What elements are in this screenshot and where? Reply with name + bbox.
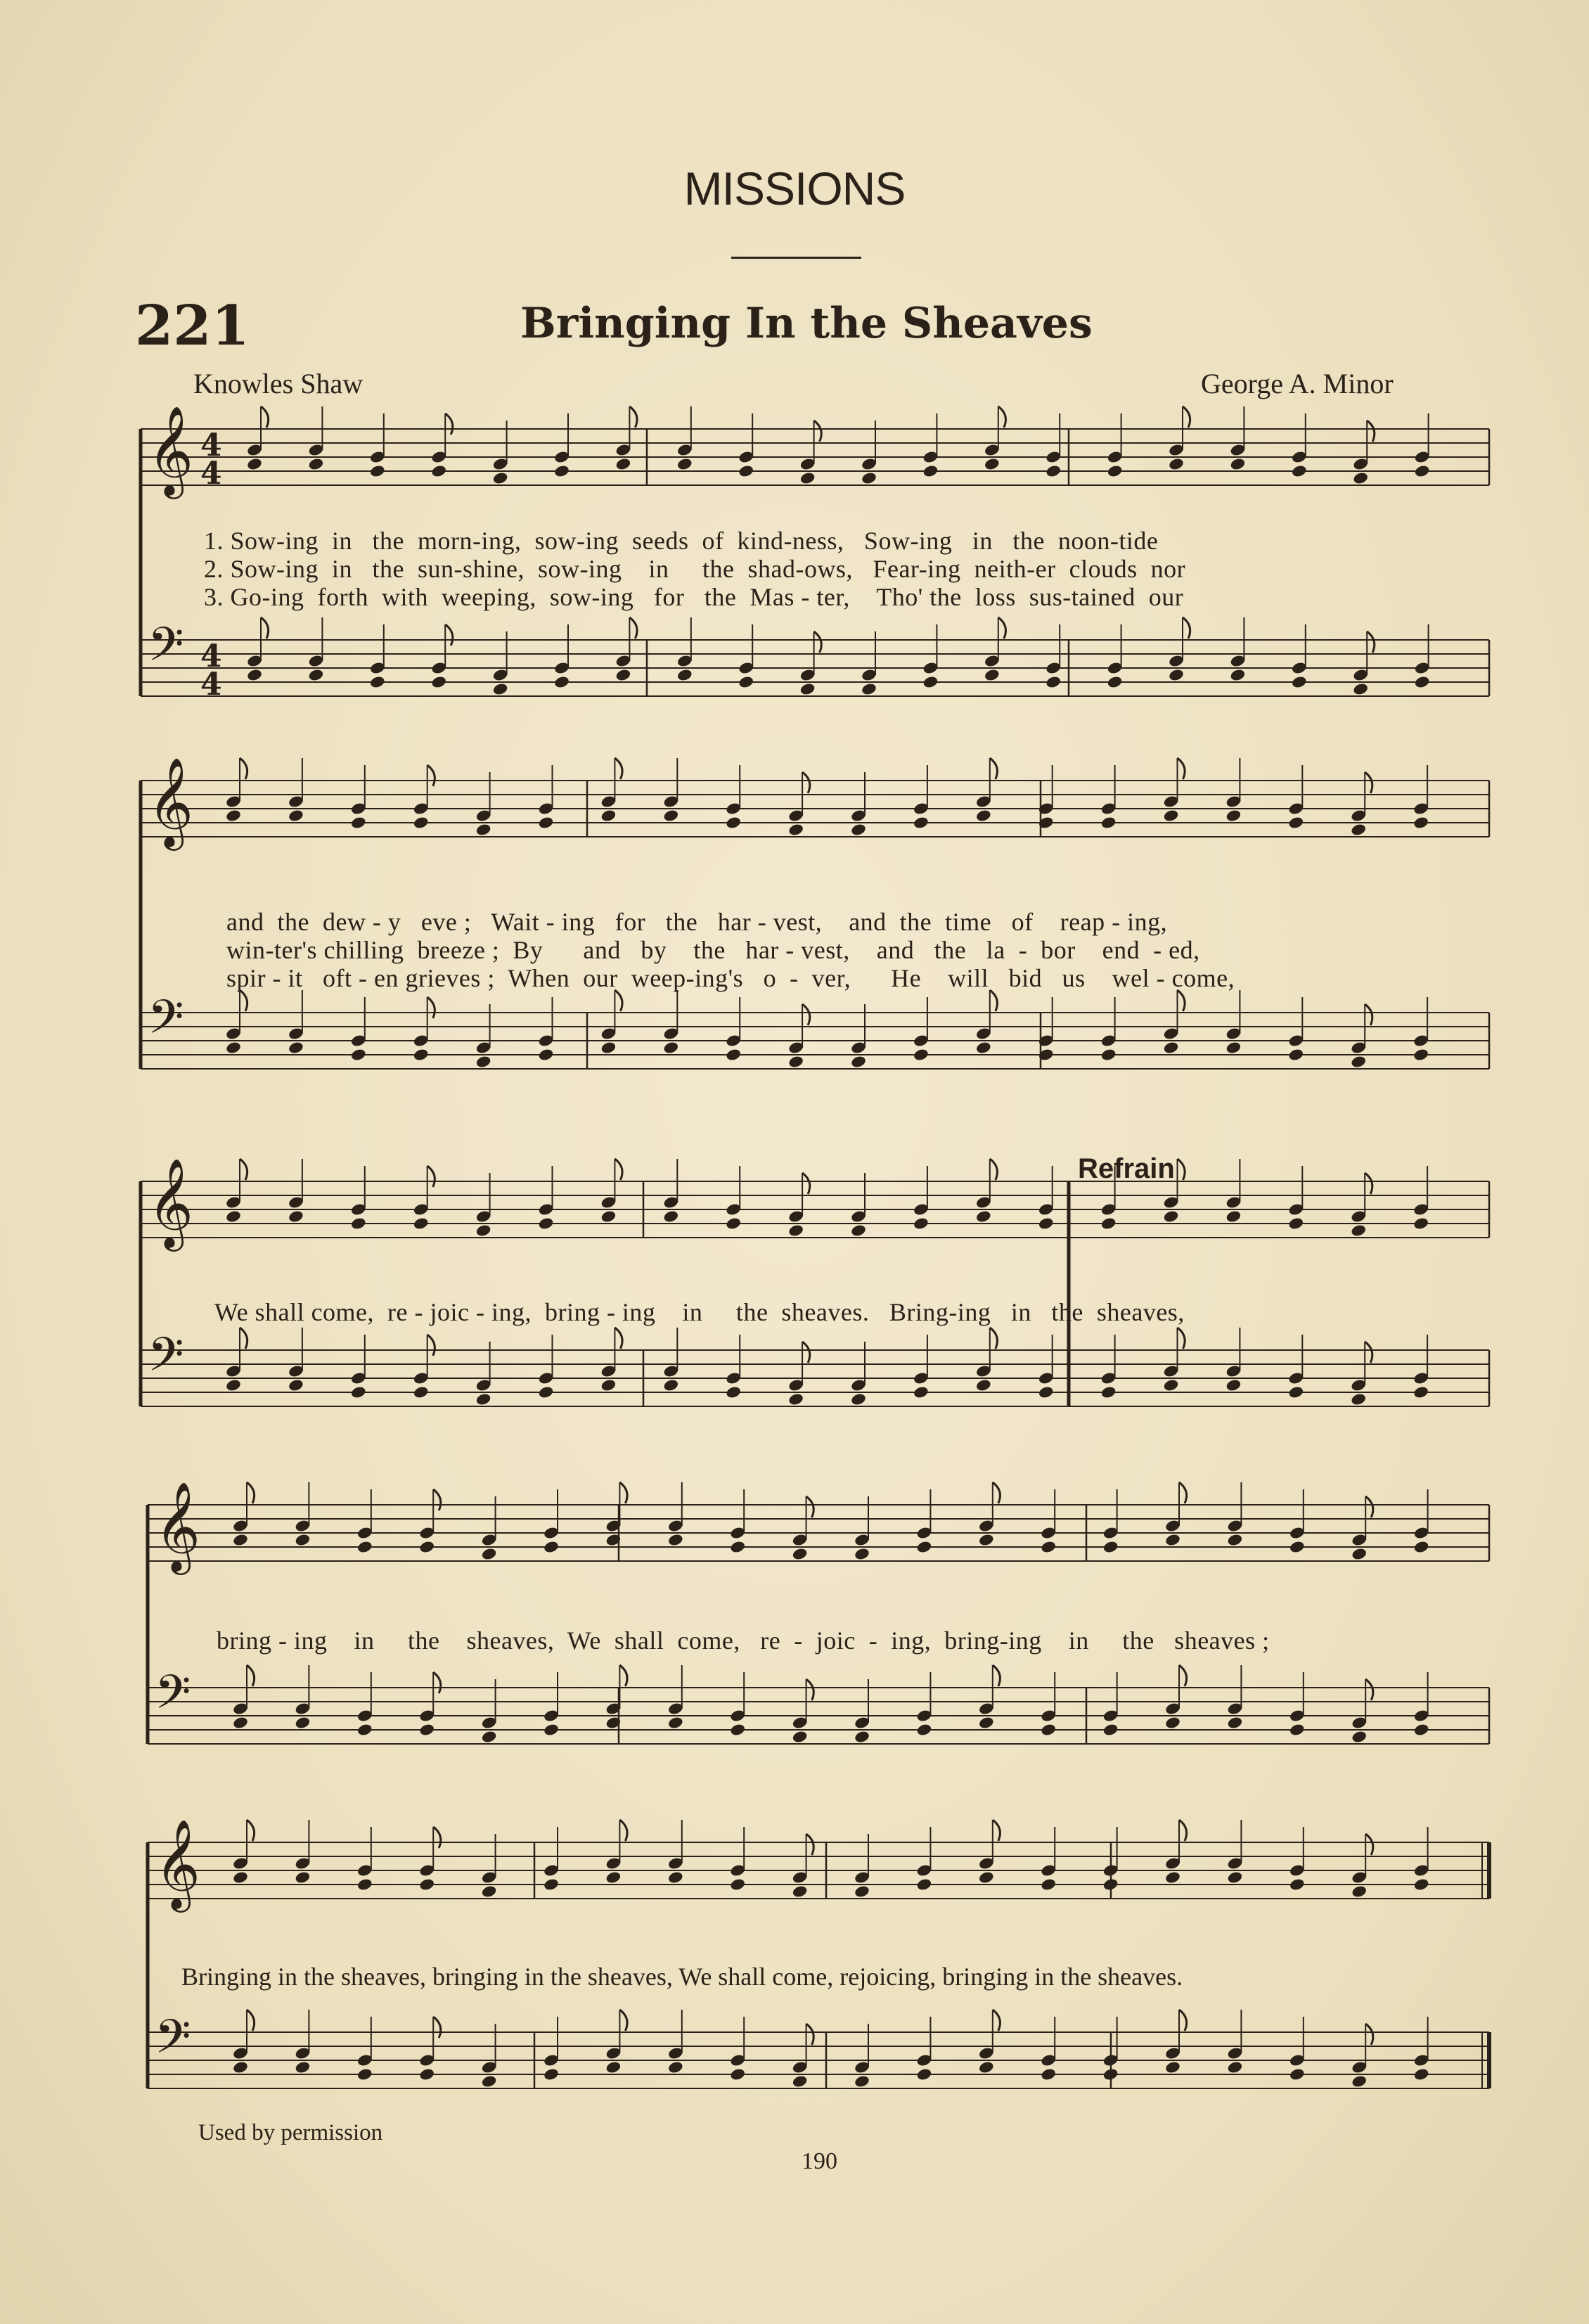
notehead: [481, 1730, 498, 1744]
notehead: [787, 1055, 804, 1069]
notehead: [1164, 2060, 1181, 2074]
notehead: [553, 675, 570, 689]
notehead: [225, 1378, 242, 1392]
note-flag: [1367, 631, 1375, 653]
notehead: [308, 668, 325, 682]
time-signature: 4: [200, 428, 222, 463]
notehead: [1291, 675, 1308, 689]
bass-clef: 𝄢: [148, 990, 184, 1055]
refrain-label: Refrain: [1078, 1153, 1175, 1184]
notehead: [600, 809, 617, 823]
notehead: [1045, 464, 1062, 478]
notehead: [225, 809, 242, 823]
notehead: [295, 1870, 311, 1885]
note-flag: [1365, 2024, 1373, 2045]
notehead: [232, 1870, 249, 1885]
notehead: [729, 1723, 746, 1737]
notehead: [1350, 1055, 1367, 1069]
treble-clef: 𝄞: [155, 1481, 201, 1571]
notehead: [729, 1540, 746, 1554]
notehead: [792, 2074, 809, 2088]
notehead: [787, 823, 804, 837]
note-flag: [1365, 1342, 1372, 1363]
note-flag: [802, 772, 810, 793]
notehead: [615, 457, 632, 471]
notehead: [854, 1730, 870, 1744]
note-flag: [814, 420, 822, 442]
note-flag: [615, 758, 622, 779]
time-signature: 4: [200, 638, 222, 674]
notehead: [356, 2067, 373, 2081]
note-flag: [445, 624, 453, 646]
notehead: [430, 464, 447, 478]
note-flag: [806, 1679, 814, 1700]
notehead: [1352, 471, 1369, 485]
notehead: [1413, 1385, 1429, 1399]
note-flag: [1367, 420, 1375, 442]
note-flag: [993, 2010, 1001, 2031]
notehead: [1230, 457, 1247, 471]
note-flag: [619, 1482, 627, 1503]
notehead: [492, 471, 509, 485]
note-flag: [433, 1672, 441, 1693]
notehead: [1045, 675, 1062, 689]
notehead: [350, 1048, 367, 1062]
bass-clef: 𝄢: [148, 1328, 184, 1393]
note-flag: [1179, 1820, 1187, 1841]
notehead: [1227, 2060, 1244, 2074]
notehead: [350, 816, 367, 830]
bass-clef: 𝄢: [148, 617, 184, 683]
notehead: [350, 1385, 367, 1399]
note-flag: [261, 617, 269, 638]
notehead: [1350, 1224, 1367, 1238]
treble-clef: 𝄞: [155, 1818, 201, 1908]
notehead: [1040, 1540, 1057, 1554]
notehead: [369, 675, 386, 689]
note-flag: [433, 1827, 441, 1848]
notehead: [1102, 1723, 1119, 1737]
notehead: [725, 1048, 742, 1062]
note-flag: [802, 1173, 810, 1194]
notehead: [418, 2067, 435, 2081]
notehead: [288, 1041, 304, 1055]
notehead: [1100, 1048, 1117, 1062]
notehead: [356, 1723, 373, 1737]
note-flag: [427, 765, 435, 786]
notehead: [984, 668, 1001, 682]
notehead: [916, 1723, 933, 1737]
note-flag: [998, 617, 1006, 638]
lyric-line: 1. Sow-ing in the morn-ing, sow-ing seeds of kind-ness, Sow-ing in the noon-tide: [204, 527, 1159, 555]
notehead: [913, 816, 929, 830]
notehead: [1413, 1723, 1430, 1737]
notehead: [1164, 1870, 1181, 1885]
note-flag: [427, 997, 435, 1018]
notehead: [1413, 1216, 1429, 1231]
time-signature: 4: [200, 667, 222, 702]
notehead: [667, 2060, 684, 2074]
note-flag: [629, 617, 637, 638]
note-flag: [802, 1342, 810, 1363]
notehead: [676, 668, 693, 682]
notehead: [1352, 682, 1369, 696]
notehead: [1107, 464, 1124, 478]
notehead: [729, 1877, 746, 1892]
notehead: [725, 816, 742, 830]
notehead: [1289, 1540, 1306, 1554]
notehead: [1163, 1209, 1180, 1224]
lyric-line: 3. Go-ing forth with weeping, sow-ing for the Mas - ter, Tho' the loss sus-tained our: [204, 583, 1184, 611]
time-signature: 4: [200, 456, 222, 492]
notehead: [232, 2060, 249, 2074]
notehead: [1289, 1877, 1306, 1892]
notehead: [413, 1048, 430, 1062]
notehead: [1038, 1385, 1055, 1399]
notehead: [792, 1547, 809, 1561]
notehead: [1040, 2067, 1057, 2081]
note-flag: [806, 2024, 814, 2045]
notehead: [854, 1547, 870, 1561]
notehead: [850, 1224, 867, 1238]
note-flag: [806, 1834, 814, 1855]
notehead: [787, 1392, 804, 1406]
notehead: [916, 1540, 933, 1554]
notehead: [1413, 1877, 1430, 1892]
note-flag: [240, 1159, 247, 1180]
lyric-line: We shall come, re - joic - ing, bring - ing in the sheaves. Bring-ing in the sheaves,: [214, 1298, 1185, 1326]
note-flag: [433, 1489, 441, 1510]
notehead: [538, 1048, 555, 1062]
note-flag: [990, 990, 998, 1011]
notehead: [1102, 1540, 1119, 1554]
notehead: [1164, 1716, 1181, 1730]
notehead: [605, 1870, 622, 1885]
notehead: [1351, 1885, 1368, 1899]
note-flag: [433, 2017, 441, 2038]
note-flag: [1365, 1004, 1372, 1025]
lyric-line: and the dew - y eve ; Wait - ing for the har - vest, and the time of reap - ing,: [226, 908, 1168, 936]
lyric-line: spir - it oft - en grieves ; When our weep-ing's o - ver, He will bid us wel - come,: [226, 964, 1235, 992]
notehead: [1163, 809, 1180, 823]
lyric-line: win-ter's chilling breeze ; By and by the har - vest, and the la - bor end - ed,: [226, 936, 1200, 964]
notehead: [1163, 1378, 1180, 1392]
notehead: [1291, 464, 1308, 478]
notehead: [413, 816, 430, 830]
lyric-line: 2. Sow-ing in the sun-shine, sow-ing in the shad-ows, Fear-ing neith-er clouds nor: [204, 555, 1186, 583]
notehead: [984, 457, 1001, 471]
notehead: [1288, 1385, 1305, 1399]
notehead: [369, 464, 386, 478]
note-flag: [1365, 1173, 1372, 1194]
notehead: [1288, 1048, 1305, 1062]
note-flag: [814, 631, 822, 653]
lyric-line: Bringing in the sheaves, bringing in the sheaves, We shall come, rejoicing, bringing in the sheaves.: [181, 1963, 1183, 1991]
notehead: [553, 464, 570, 478]
notehead: [799, 471, 816, 485]
notehead: [676, 457, 693, 471]
notehead: [1230, 668, 1247, 682]
notehead: [481, 1885, 498, 1899]
note-flag: [247, 1665, 255, 1686]
notehead: [1225, 1209, 1242, 1224]
notehead: [1289, 1723, 1306, 1737]
notehead: [413, 1216, 430, 1231]
notehead: [667, 1870, 684, 1885]
notehead: [850, 823, 867, 837]
notehead: [295, 1533, 311, 1547]
notehead: [1414, 675, 1431, 689]
notehead: [492, 682, 509, 696]
notehead: [538, 816, 555, 830]
note-flag: [247, 2010, 255, 2031]
notehead: [738, 464, 754, 478]
notehead: [738, 675, 754, 689]
notehead: [916, 2067, 933, 2081]
notehead: [475, 1055, 492, 1069]
note-flag: [615, 990, 622, 1011]
note-flag: [1179, 2010, 1187, 2031]
notehead: [975, 1378, 992, 1392]
note-flag: [1178, 758, 1185, 779]
notehead: [1413, 816, 1429, 830]
notehead: [475, 1224, 492, 1238]
notehead: [1227, 1716, 1244, 1730]
notehead: [1168, 457, 1185, 471]
notehead: [850, 1055, 867, 1069]
notehead: [1225, 809, 1242, 823]
note-flag: [1178, 1328, 1185, 1349]
notehead: [543, 1540, 560, 1554]
note-flag: [445, 413, 453, 435]
notehead: [1100, 816, 1117, 830]
note-flag: [998, 406, 1006, 428]
notehead: [475, 823, 492, 837]
notehead: [600, 1209, 617, 1224]
notehead: [1040, 1723, 1057, 1737]
notehead: [1040, 1877, 1057, 1892]
note-flag: [1365, 772, 1372, 793]
notehead: [356, 1540, 373, 1554]
note-flag: [1179, 1665, 1187, 1686]
note-flag: [1365, 1496, 1373, 1517]
note-flag: [619, 2010, 627, 2031]
note-flag: [629, 406, 637, 428]
notehead: [922, 675, 939, 689]
notehead: [1413, 2067, 1430, 2081]
notehead: [975, 809, 992, 823]
notehead: [1351, 1730, 1368, 1744]
notehead: [913, 1385, 929, 1399]
note-flag: [990, 1328, 998, 1349]
permission-note: Used by permission: [198, 2120, 383, 2145]
notehead: [288, 1209, 304, 1224]
hymn-author: Knowles Shaw: [193, 368, 364, 399]
notehead: [418, 1723, 435, 1737]
bass-clef: 𝄢: [155, 2010, 191, 2075]
notehead: [225, 1209, 242, 1224]
note-flag: [806, 1496, 814, 1517]
note-flag: [993, 1482, 1001, 1503]
treble-clef: 𝄞: [148, 757, 194, 847]
notehead: [861, 471, 877, 485]
notehead: [1351, 2074, 1368, 2088]
note-flag: [261, 406, 269, 428]
notehead: [350, 1216, 367, 1231]
notehead: [1351, 1547, 1368, 1561]
notehead: [538, 1216, 555, 1231]
notehead: [1227, 1533, 1244, 1547]
notehead: [1164, 1533, 1181, 1547]
hymn-composer: George A. Minor: [1201, 368, 1394, 399]
notehead: [1163, 1041, 1180, 1055]
hymn-title: Bringing In the Sheaves: [520, 299, 1093, 348]
notehead: [1289, 2067, 1306, 2081]
notehead: [854, 1885, 870, 1899]
notehead: [246, 457, 263, 471]
notehead: [861, 682, 877, 696]
notehead: [600, 1041, 617, 1055]
notehead: [481, 1547, 498, 1561]
notehead: [308, 457, 325, 471]
notehead: [978, 1870, 995, 1885]
notehead: [1413, 1048, 1429, 1062]
note-flag: [1365, 1834, 1373, 1855]
notehead: [1225, 1378, 1242, 1392]
notehead: [225, 1041, 242, 1055]
note-flag: [1179, 1482, 1187, 1503]
notehead: [295, 1716, 311, 1730]
notehead: [1038, 1216, 1055, 1231]
note-flag: [240, 758, 247, 779]
notehead: [725, 1385, 742, 1399]
notehead: [1350, 823, 1367, 837]
notehead: [543, 2067, 560, 2081]
notehead: [475, 1392, 492, 1406]
notehead: [787, 1224, 804, 1238]
note-flag: [247, 1820, 255, 1841]
notehead: [232, 1533, 249, 1547]
notehead: [799, 682, 816, 696]
notehead: [288, 809, 304, 823]
page-number: 190: [802, 2148, 837, 2174]
hymn-number: 221: [135, 294, 250, 358]
note-flag: [1365, 1679, 1373, 1700]
note-flag: [802, 1004, 810, 1025]
notehead: [663, 1041, 680, 1055]
notehead: [663, 1378, 680, 1392]
notehead: [600, 1378, 617, 1392]
notehead: [913, 1048, 929, 1062]
note-flag: [240, 990, 247, 1011]
notehead: [246, 668, 263, 682]
note-flag: [427, 1335, 435, 1356]
notehead: [1107, 675, 1124, 689]
notehead: [663, 1209, 680, 1224]
notehead: [1288, 816, 1305, 830]
notehead: [418, 1540, 435, 1554]
notehead: [1100, 1216, 1117, 1231]
notehead: [295, 2060, 311, 2074]
notehead: [854, 2074, 870, 2088]
notehead: [413, 1385, 430, 1399]
notehead: [1225, 1041, 1242, 1055]
notehead: [1413, 1540, 1430, 1554]
notehead: [1168, 668, 1185, 682]
notehead: [1414, 464, 1431, 478]
treble-clef: 𝄞: [148, 1157, 194, 1247]
note-flag: [427, 1166, 435, 1187]
note-flag: [993, 1820, 1001, 1841]
notehead: [288, 1378, 304, 1392]
note-flag: [993, 1665, 1001, 1686]
notehead: [978, 1533, 995, 1547]
note-flag: [990, 758, 998, 779]
notehead: [922, 464, 939, 478]
notehead: [232, 1716, 249, 1730]
note-flag: [619, 1820, 627, 1841]
note-flag: [615, 1328, 622, 1349]
notehead: [430, 675, 447, 689]
notehead: [978, 2060, 995, 2074]
notehead: [1102, 2067, 1119, 2081]
notehead: [1102, 1877, 1119, 1892]
treble-clef: 𝄞: [148, 405, 194, 495]
notehead: [543, 1723, 560, 1737]
notehead: [792, 1730, 809, 1744]
note-flag: [1178, 1159, 1185, 1180]
notehead: [481, 2074, 498, 2088]
notehead: [913, 1216, 929, 1231]
notehead: [543, 1877, 560, 1892]
notehead: [975, 1041, 992, 1055]
note-flag: [1183, 406, 1190, 428]
notehead: [538, 1385, 555, 1399]
note-flag: [619, 1665, 627, 1686]
notehead: [418, 1877, 435, 1892]
notehead: [667, 1716, 684, 1730]
note-flag: [247, 1482, 255, 1503]
notehead: [615, 668, 632, 682]
notehead: [978, 1716, 995, 1730]
notehead: [356, 1877, 373, 1892]
notehead: [1100, 1385, 1117, 1399]
notehead: [1350, 1392, 1367, 1406]
note-flag: [1178, 990, 1185, 1011]
notehead: [1288, 1216, 1305, 1231]
lyric-line: bring - ing in the sheaves, We shall come, re - joic - ing, bring-ing in the sheaves ;: [217, 1626, 1270, 1655]
notehead: [729, 2067, 746, 2081]
section-heading: MISSIONS: [683, 162, 906, 214]
notehead: [1227, 1870, 1244, 1885]
notehead: [667, 1533, 684, 1547]
note-flag: [615, 1159, 622, 1180]
notehead: [975, 1209, 992, 1224]
notehead: [605, 2060, 622, 2074]
notehead: [725, 1216, 742, 1231]
notehead: [916, 1877, 933, 1892]
note-flag: [1183, 617, 1190, 638]
note-flag: [990, 1159, 998, 1180]
note-flag: [240, 1328, 247, 1349]
notehead: [792, 1885, 809, 1899]
bass-clef: 𝄢: [155, 1665, 191, 1731]
notehead: [663, 809, 680, 823]
notehead: [850, 1392, 867, 1406]
